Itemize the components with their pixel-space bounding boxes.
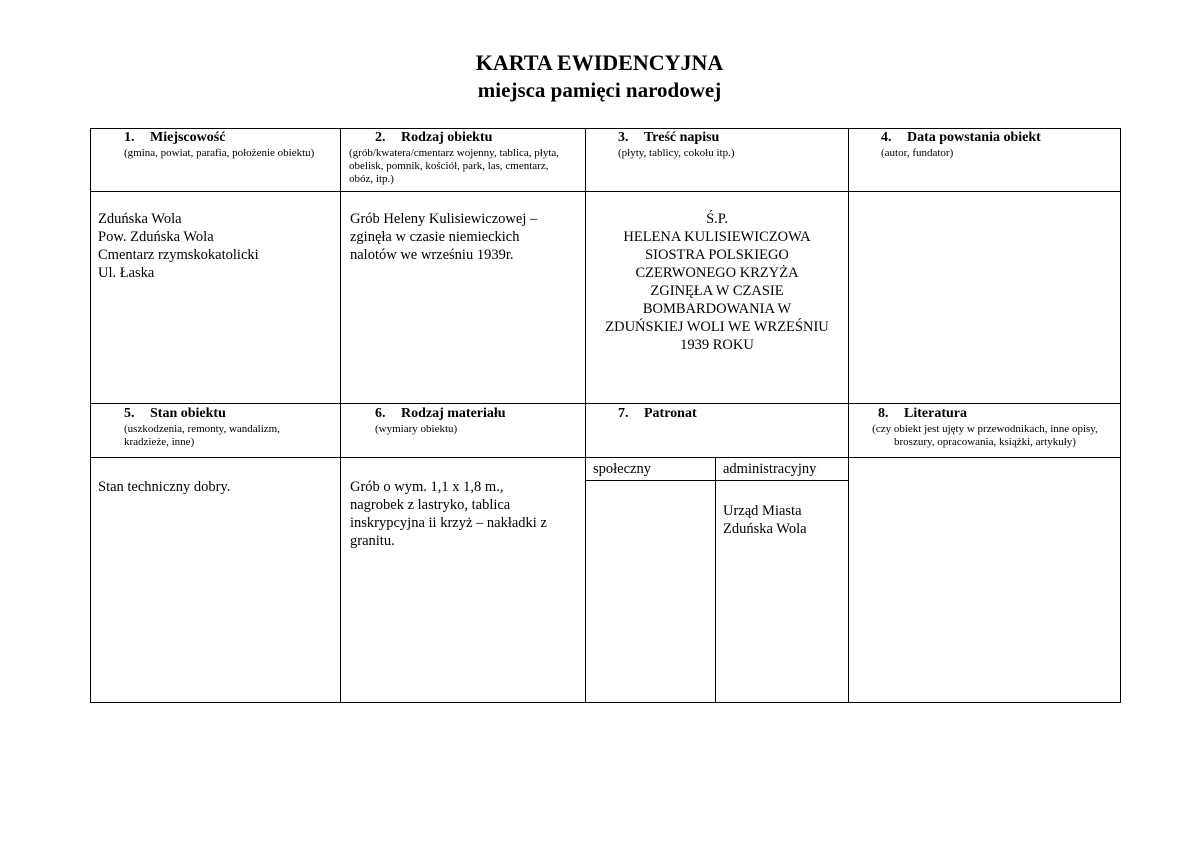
field-hint: (grób/kwatera/cmentarz wojenny, tablica, płyta, obelisk, pomnik, kościół, park, las, cmentarz, obóz, itp.) bbox=[349, 147, 560, 185]
table-border-bottom bbox=[90, 702, 1121, 703]
field-hint: (czy obiekt jest ujęty w przewodnikach, inne opisy, broszury, opracowania, książki, artykuły) bbox=[872, 423, 1098, 448]
field-header-patronat bbox=[592, 406, 842, 422]
field-hint: (płyty, tablicy, cokołu itp.) bbox=[618, 147, 735, 159]
table-border-right bbox=[1120, 128, 1121, 703]
patronat-column-divider bbox=[715, 457, 716, 703]
field-label: Data powstania obiekt bbox=[907, 130, 1041, 145]
field-hint: (wymiary obiektu) bbox=[375, 423, 458, 435]
field-hint: (uszkodzenia, remonty, wandalizm, kradzieże, inne) bbox=[124, 423, 280, 448]
field-header-data-powstania bbox=[855, 130, 1115, 160]
field-label: Stan obiektu bbox=[150, 406, 226, 421]
value-patronat-administracyjny: Urząd Miasta Zduńska Wola bbox=[723, 503, 807, 537]
document-title: KARTA EWIDENCYJNA bbox=[475, 50, 724, 75]
field-number: 2. bbox=[375, 130, 386, 145]
value-tresc-napisu: Ś.P. HELENA KULISIEWICZOWA SIOSTRA POLSKIEGO CZERWONEGO KRZYŻA ZGINĘŁA W CZASIE BOMBARDOWANIA W ZDUŃSKIEJ WOLI WE WRZEŚNIU 1939 ROKU bbox=[605, 211, 829, 353]
field-hint: (autor, fundator) bbox=[881, 147, 954, 159]
table-divider bbox=[90, 457, 1121, 458]
field-number: 1. bbox=[124, 130, 135, 145]
value-miejscowosc: Zduńska Wola Pow. Zduńska Wola Cmentarz rzymskokatolicki Ul. Łaska bbox=[98, 211, 259, 281]
field-header-rodzaj-materialu bbox=[349, 406, 579, 436]
value-stan-obiektu: Stan techniczny dobry. bbox=[98, 479, 231, 495]
field-number: 6. bbox=[375, 406, 386, 421]
field-header-stan-obiektu bbox=[98, 406, 334, 449]
field-hint: (gmina, powiat, parafia, położenie obiektu) bbox=[124, 147, 315, 159]
field-number: 3. bbox=[618, 130, 629, 145]
field-number: 8. bbox=[878, 406, 889, 421]
patronat-administracyjny-label: administracyjny bbox=[723, 461, 817, 477]
document-subtitle: miejsca pamięci narodowej bbox=[477, 78, 722, 102]
table-column-divider bbox=[848, 128, 849, 703]
value-rodzaj-obiektu: Grób Heleny Kulisiewiczowej – zginęła w czasie niemieckich nalotów we wrześniu 1939r. bbox=[350, 211, 538, 263]
field-label: Rodzaj materiału bbox=[401, 406, 506, 421]
field-label: Miejscowość bbox=[150, 130, 226, 145]
table-divider bbox=[90, 403, 1121, 404]
value-rodzaj-materialu: Grób o wym. 1,1 x 1,8 m., nagrobek z lastryko, tablica inskrypcyjna ii krzyż – nakładki z granitu. bbox=[350, 479, 547, 549]
field-header-rodzaj-obiektu bbox=[349, 130, 579, 186]
table-divider bbox=[90, 191, 1121, 192]
field-label: Patronat bbox=[644, 406, 697, 421]
field-number: 4. bbox=[881, 130, 892, 145]
field-number: 7. bbox=[618, 406, 629, 421]
field-label: Treść napisu bbox=[644, 130, 720, 145]
field-label: Literatura bbox=[904, 406, 967, 421]
field-number: 5. bbox=[124, 406, 135, 421]
field-header-miejscowosc bbox=[98, 130, 334, 160]
field-header-literatura bbox=[852, 406, 1118, 449]
table-border-left bbox=[90, 128, 91, 703]
patronat-spoleczny-label: społeczny bbox=[593, 461, 651, 477]
table-column-divider bbox=[340, 128, 341, 703]
table-border-top bbox=[90, 128, 1121, 129]
patronat-divider bbox=[585, 480, 848, 481]
field-label: Rodzaj obiektu bbox=[401, 130, 493, 145]
field-header-tresc-napisu bbox=[592, 130, 842, 160]
